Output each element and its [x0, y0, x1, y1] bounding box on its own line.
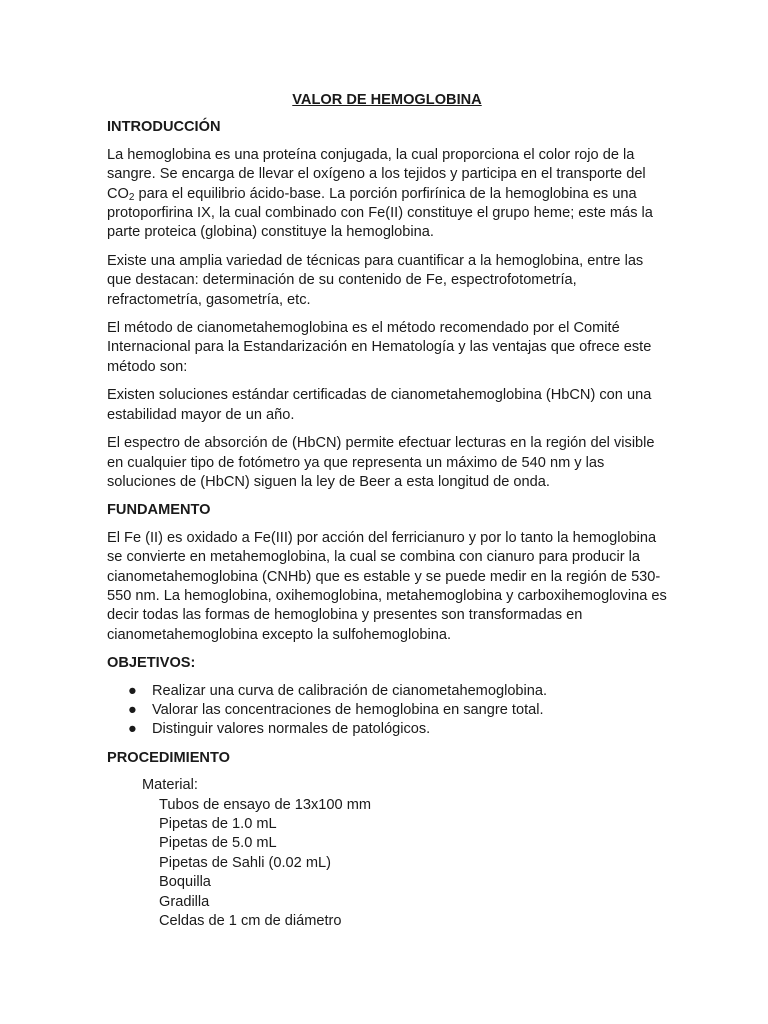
intro-p1-text-b: para el equilibrio ácido-base. La porción porfirínica de la hemoglobina es una protoporfirina IX, la cual combinado con Fe(II) constituye el grupo heme; este más la parte proteica (globina) constituye la hemoglobina.: [107, 185, 653, 241]
bullet-icon: ●: [128, 721, 137, 738]
intro-p1-text-a: La hemoglobina es una proteína conjugada, la cual proporciona el color rojo de la sangre. Se encarga de llevar el oxígeno a los tejidos y participa en el transporte del CO: [107, 146, 646, 202]
material-label: Material:: [142, 777, 198, 794]
list-item: Tubos de ensayo de 13x100 mm: [159, 796, 372, 813]
intro-paragraph-4: Existen soluciones estándar certificadas de cianometahemoglobina (HbCN) con una estabilidad mayor de un año.: [107, 387, 652, 423]
material-block: [142, 776, 667, 931]
section-heading-introduccion: INTRODUCCIÓN: [107, 119, 221, 136]
objetivos-list: [107, 682, 667, 740]
list-item: Pipetas de 5.0 mL: [159, 835, 277, 852]
intro-paragraph-5: El espectro de absorción de (HbCN) permite efectuar lecturas en la región del visible en cualquier tipo de fotómetro ya que representa un máximo de 540 nm y las soluciones de (HbCN) siguen la ley de Beer a esta longitud de onda.: [107, 435, 655, 490]
section-heading-objetivos: OBJETIVOS:: [107, 655, 196, 672]
list-item: [107, 701, 667, 720]
list-item: Boquilla: [159, 874, 211, 891]
intro-paragraph-3: El método de cianometahemoglobina es el método recomendado por el Comité Internacional para la Estandarización en Hematología y las ventajas que ofrece este método son:: [107, 320, 652, 375]
intro-paragraph-1: [107, 146, 667, 243]
document-content: [107, 91, 667, 931]
list-item: Pipetas de 1.0 mL: [159, 816, 277, 832]
bullet-icon: ●: [128, 701, 137, 718]
list-item: Pipetas de Sahli (0.02 mL): [159, 854, 331, 871]
objetivo-text: Realizar una curva de calibración de cianometahemoglobina.: [152, 682, 548, 699]
bullet-icon: ●: [128, 682, 137, 699]
fundamento-paragraph: El Fe (II) es oxidado a Fe(III) por acción del ferricianuro y por lo tanto la hemoglobina se convierte en metahemoglobina, la cual se combina con cianuro para producir la cianometahemoglobina (CNHb) que es estable y se puede medir en la región de 530-550 nm. La hemoglobina, oxihemoglobina, metahemoglobina y carboxihemoglovina es decir todas las formas de hemoglobina y presentes son transformadas en cianometahemoglobina excepto la sulfohemoglobina.: [107, 529, 667, 643]
document-title: VALOR DE HEMOGLOBINA: [292, 92, 482, 108]
co2-subscript: 2: [128, 191, 135, 203]
section-heading-fundamento: FUNDAMENTO: [107, 502, 211, 519]
list-item: [107, 682, 667, 701]
material-list: [142, 796, 667, 932]
objetivo-text: Distinguir valores normales de patológicos.: [152, 721, 431, 738]
objetivo-text: Valorar las concentraciones de hemoglobina en sangre total.: [152, 701, 544, 718]
list-item: Celdas de 1 cm de diámetro: [159, 913, 342, 930]
list-item: [107, 720, 667, 739]
section-heading-procedimiento: PROCEDIMIENTO: [107, 749, 230, 766]
list-item: Gradilla: [159, 893, 210, 910]
intro-paragraph-2: Existe una amplia variedad de técnicas para cuantificar a la hemoglobina, entre las que destacan: determinación de su contenido de Fe, espectrofotometría, refractometría, gasometría, etc.: [107, 252, 644, 308]
